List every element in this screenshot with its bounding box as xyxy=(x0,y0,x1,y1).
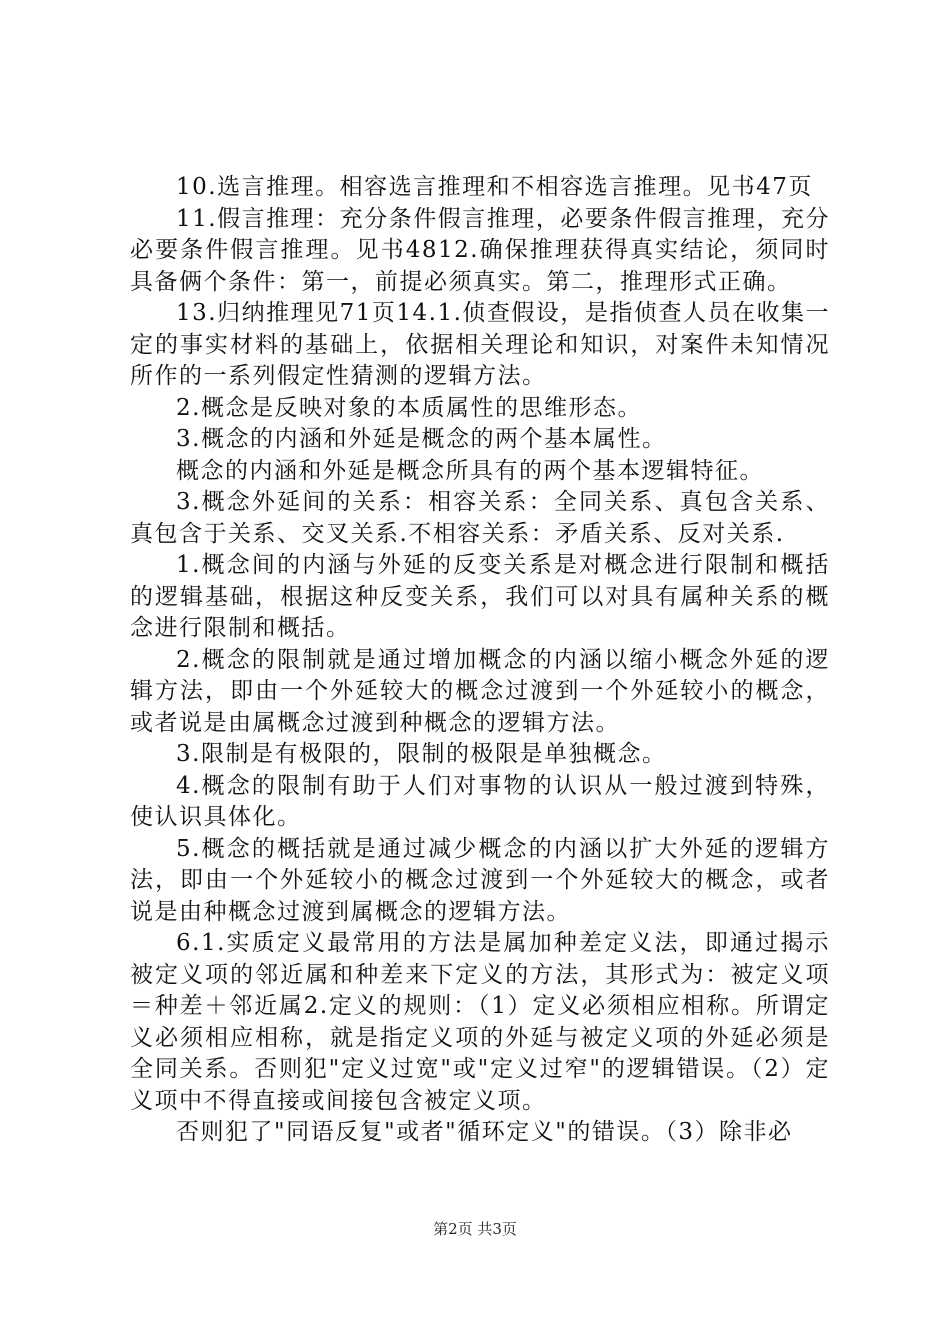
paragraph-2: 11.假言推理：充分条件假言推理，必要条件假言推理，充分必要条件假言推理。见书4812.确保推理获得真实结论，须同时具备俩个条件：第一，前提必须真实。第二，推理形式正确。 xyxy=(130,205,830,295)
paragraph-10: 3.限制是有极限的，限制的极限是单独概念。 xyxy=(176,741,667,767)
paragraph-12: 5.概念的概括就是通过减少概念的内涵以扩大外延的逻辑方法，即由一个外延较小的概念过渡到一个外延较大的概念，或者说是由种概念过渡到属概念的逻辑方法。 xyxy=(130,835,830,925)
paragraph-4: 2.概念是反映对象的本质属性的思维形态。 xyxy=(176,394,642,421)
page-number-label: 第2页 共3页 xyxy=(433,1220,517,1238)
paragraph-14: 否则犯了"同语反复"或者"循环定义"的错误。（3）除非必 xyxy=(176,1119,793,1145)
paragraph-9: 2.概念的限制就是通过增加概念的内涵以缩小概念外延的逻辑方法，即由一个外延较大的概念过渡到一个外延较小的概念，或者说是由属概念过渡到种概念的逻辑方法。 xyxy=(130,646,830,736)
paragraph-11: 4.概念的限制有助于人们对事物的认识从一般过渡到特殊，使认识具体化。 xyxy=(130,772,830,830)
paragraph-6: 概念的内涵和外延是概念所具有的两个基本逻辑特征。 xyxy=(176,457,764,484)
document-body xyxy=(130,172,830,1149)
paragraph-5: 3.概念的内涵和外延是概念的两个基本属性。 xyxy=(176,426,667,452)
paragraph-1: 10.选言推理。相容选言推理和不相容选言推理。见书47页 xyxy=(176,174,813,200)
paragraph-3: 13.归纳推理见71页14.1.侦查假设，是指侦查人员在收集一定的事实材料的基础上，依据相关理论和知识，对案件未知情况所作的一系列假定性猜测的逻辑方法。 xyxy=(130,300,830,389)
paragraph-8: 1.概念间的内涵与外延的反变关系是对概念进行限制和概括的逻辑基础，根据这种反变关系，我们可以对具有属种关系的概念进行限制和概括。 xyxy=(130,552,830,641)
paragraph-7: 3.概念外延间的关系：相容关系：全同关系、真包含关系、真包含于关系、交叉关系.不相容关系：矛盾关系、反对关系. xyxy=(130,489,830,547)
paragraph-13: 6.1.实质定义最常用的方法是属加种差定义法，即通过揭示被定义项的邻近属和种差来下定义的方法，其形式为：被定义项＝种差＋邻近属2.定义的规则：（1）定义必须相应相称。所谓定义必须相应相称，就是指定义项的外延与被定义项的外延必须是全同关系。否则犯"定义过宽"或"定义过窄"的逻辑错误。（2）定义项中不得直接或间接包含被定义项。 xyxy=(130,930,830,1114)
page-footer xyxy=(0,1219,950,1239)
